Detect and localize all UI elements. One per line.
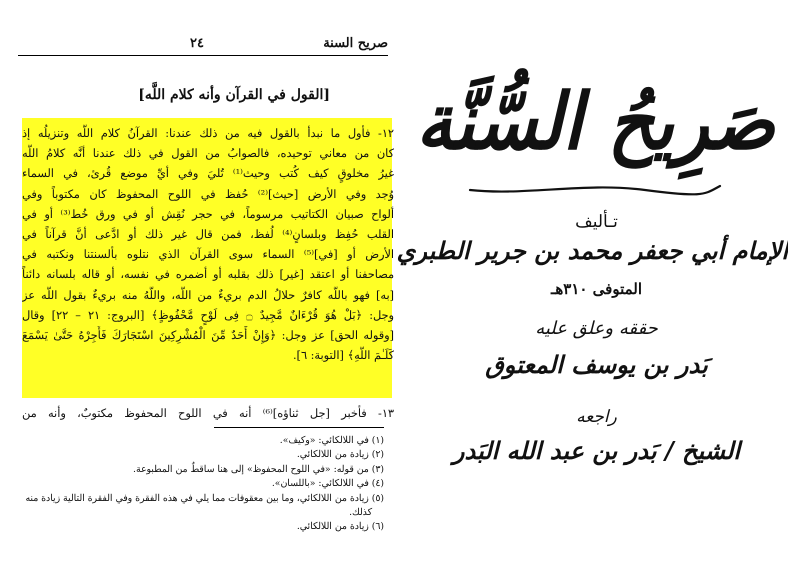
text-line: كَلَـٰمَ اللَّهِ﴾ [التوبة: ٦].	[292, 349, 394, 363]
running-header	[18, 35, 388, 56]
text-line: [به] فهو باللَّه كافرٌ حلالُ الدم بريءٌ من اللَّه، واللَّهُ منه بريءٌ بقول اللَّه عز	[22, 288, 394, 302]
footnotes	[16, 434, 384, 535]
footnote: كذلك.	[349, 506, 372, 518]
editor-name: بَدر بن يوسف المعتوق	[485, 350, 708, 379]
section-title: [القول في القرآن وأنه كلام اللَّه]	[138, 87, 330, 103]
paragraph-13: ١٣- فأخبر [جل ثناؤه]⁽⁶⁾ أنه في اللوح المحفوظ مكتوبٌ، وأنه من	[22, 407, 394, 420]
footnote: (١) في اللالكائي: «وكيف».	[279, 435, 384, 446]
author-name: الإمام أبي جعفر محمد بن جرير الطبري	[396, 236, 788, 265]
text-line: الأرض أو [في]⁽⁵⁾ السماء سوى القرآن الذي نتلوه بألسنتنا ونكتبه في	[22, 248, 394, 262]
text-line: القلب حُفِظ وبلسانٍ⁽⁴⁾ لُفظ، فمن قال غير ذلك أو ادَّعى أنَّ قرآناً في	[22, 227, 394, 241]
page-number: ٢٤	[190, 36, 204, 51]
footnote: (٢) زيادة من اللالكائي.	[296, 449, 384, 461]
text-line: ألواح صبيان الكتاتيب مرسوماً، في حجر نُقِش أو في ورق خُط⁽³⁾ أو في	[22, 207, 394, 221]
book-title: صَرِيحُ السُّنَّة	[416, 75, 775, 167]
reviewed-by-label: راجعه	[576, 407, 617, 427]
text-line: غيرُ مخلوقٍ كيف كُتب وحيث⁽¹⁾ تُليَ وفي أيِّ موضع قُرئ، في السماء	[22, 167, 394, 181]
footnote: (٤) في اللالكائي: «باللسان».	[271, 478, 384, 490]
authored-by-label: تـأليف	[575, 212, 618, 232]
footnote: (٥) زيادة من اللالكائي، وما بين معقوفات مما يلي في هذه الفقرة وفي الفقرة التالية زيادة منه	[25, 492, 384, 504]
paragraph-12	[22, 124, 394, 366]
reviewer-name: الشيخ / بَدر بن عبد الله البَدر	[452, 436, 741, 465]
text-line: [وقوله الحق] عز وجل: ﴿وَإِنْ أَحَدٌ مِّنَ الْمُشْرِكِينَ اسْتَجَارَكَ فَأَجِرْهُ حَتَّىٰ يَسْمَعَ	[22, 328, 394, 342]
text-line: وُجد وفي الأرض [حيث]⁽²⁾ حُفظ في اللوح المحفوظ كان مكتوباً وفي	[22, 187, 394, 201]
text-line: وجل: ﴿بَلْ هُوَ قُرْءَانٌ مَّجِيدٌ ۝ فِى لَوْحٍ مَّحْفُوظٍ﴾ [البروج: ٢١ – ٢٢] وقال	[22, 308, 394, 322]
text-line: ١٢- فأول ما نبدأ بالقول فيه من ذلك عندنا: القرآنُ كلام اللَّه وتنزيلُه إذ	[22, 127, 394, 140]
text-line: كان من معاني توحيده، فالصوابُ من القول في ذلك عندنا أنَّه كلامُ اللَّه	[22, 147, 394, 161]
text-line: مصاحفنا أو اعتقد [غير] ذلك بقلبه أو أضمره في نفسه، أو قاله بلسانه دائناً	[22, 268, 394, 282]
title-page	[396, 0, 788, 587]
footnote: (٦) زيادة من اللالكائي.	[296, 521, 384, 533]
footnote: (٣) من قوله: «في اللوح المحفوظ» إلى هنا ساقطٌ من المطبوعة.	[133, 463, 384, 475]
title-flourish	[465, 180, 725, 198]
footnote-divider	[214, 427, 384, 428]
edited-by-label: حققه وعلق عليه	[535, 318, 658, 339]
running-title: صريح السنة	[323, 36, 388, 51]
author-death-date: المتوفى ٣١٠هـ	[550, 280, 643, 298]
